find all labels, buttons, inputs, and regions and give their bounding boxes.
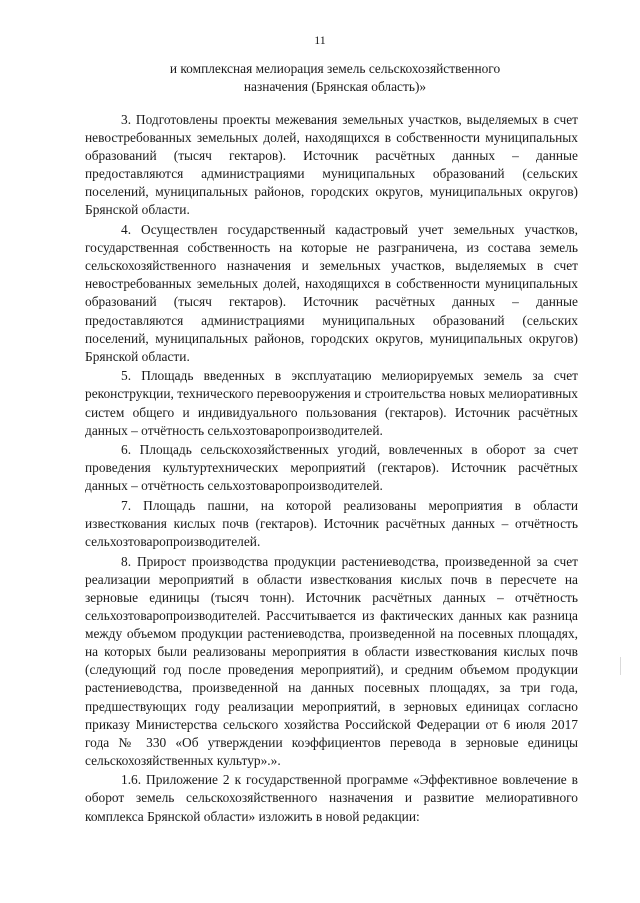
scan-margin-mark — [620, 657, 621, 675]
paragraph-item-3: 3. Подготовлены проекты межевания земельных участков, выделяемых в счет невостребованных земельных долей, находящихся в собственности муниципальных образований (тысяч гектаров). Источник расчётных данных – данные предоставляются администрациями муниципальных образований (сельских поселений, муниципальных районов, городских округов, муниципальных округов) Брянской области. — [85, 112, 578, 218]
page-number: 11 — [314, 33, 326, 47]
paragraph-item-6: 6. Площадь сельскохозяйственных угодий, вовлеченных в оборот за счет проведения культуртехнических мероприятий (гектаров). Источник расчётных данных – отчётность сельхозтоваропроизводителей. — [85, 442, 578, 494]
paragraph-item-8: 8. Прирост производства продукции растениеводства, произведенной за счет реализации мероприятий в области известкования кислых почв в пересчете на зерновые единицы (тысяч тонн). Источник расчётных данных – отчётность сельхозтоваропроизводителей. Рассчитывается из фактических данных как разница между объемом продукции растениеводства, произведенной на посевных площадях, на которых были реализованы мероприятия в области известкования кислых почв (следующий год после проведения мероприятий), и средним объемом продукции растениеводства, произведенной на данных посевных площадях, за три года, предшествующих году реализации мероприятий, в зерновых единицах согласно приказу Министерства сельского хозяйства Российской Федерации от 6 июля 2017 года № 330 «Об утверждении коэффициентов перевода в зерновые единицы сельскохозяйственных культур».». — [85, 553, 578, 768]
paragraph-amendment-1-6: 1.6. Приложение 2 к государственной программе «Эффективное вовлечение в оборот земель сельскохозяйственного назначения и развитие мелиоративного комплекса Брянской области» изложить в новой редакции: — [85, 772, 578, 824]
paragraph-item-5: 5. Площадь введенных в эксплуатацию мелиорируемых земель за счет реконструкции, технического перевооружения и строительства новых мелиоративных систем общего и индивидуального пользования (гектаров). Источник расчётных данных – отчётность сельхозтоваропроизводителей. — [85, 368, 578, 438]
paragraph-item-4: 4. Осуществлен государственный кадастровый учет земельных участков, государственная собственность на которые не разграничена, из состава земель сельскохозяйственного назначения и земельных участков, выделяемых в счет невостребованных земельных долей, находящихся в собственности муниципальных образований (тысяч гектаров). Источник расчётных данных – данные предоставляются администрациями муниципальных образований (сельских поселений, муниципальных районов, городских округов, муниципальных округов) Брянской области. — [85, 222, 578, 364]
program-title-continuation: и комплексная мелиорация земель сельскохозяйственного назначения (Брянская область)» — [169, 61, 501, 94]
document-body — [85, 111, 578, 827]
paragraph-item-7: 7. Площадь пашни, на которой реализованы мероприятия в области известкования кислых почв (гектаров). Источник расчётных данных – отчётность сельхозтоваропроизводителей. — [85, 497, 578, 550]
